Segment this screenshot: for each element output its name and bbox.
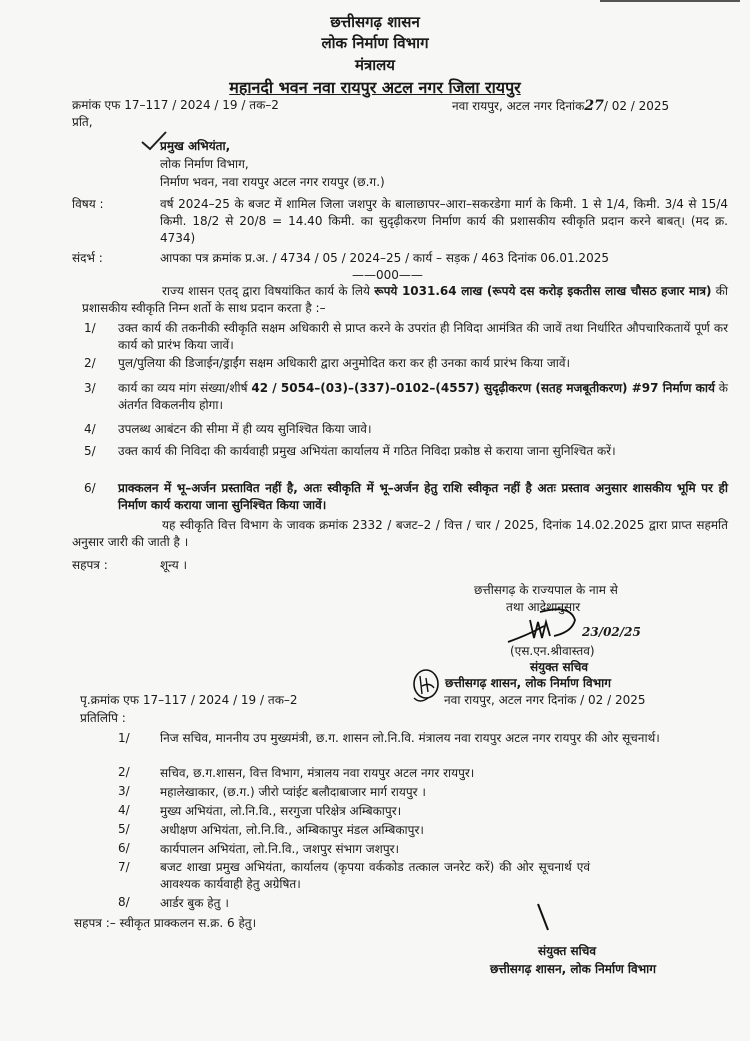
condition-number: 6/ bbox=[84, 481, 96, 495]
condition-text: प्राक्कलन में भू–अर्जन प्रस्तावित नहीं है, अतः स्वीकृति में भू–अर्जन हेतु राशि स्वीकृत नहीं है अतः प्रस्ताव अनुसार शासकीय भूमि पर ही निर्माण कार्य कराया जाना सुनिश्चित किया जावें। bbox=[118, 481, 728, 512]
condition-number: 2/ bbox=[84, 356, 96, 370]
place-date bbox=[452, 98, 669, 114]
place-date-prefix: नवा रायपुर, अटल नगर दिनांक bbox=[452, 99, 585, 113]
addressee-title: प्रमुख अभियंता, bbox=[160, 139, 231, 153]
date-suffix: / 02 / 2025 bbox=[603, 99, 670, 113]
condition-text: उपलब्ध आबंटन की सीमा में ही व्यय सुनिश्चित किया जावे। bbox=[118, 422, 372, 436]
letterhead-address-text: महानदी भवन नवा रायपुर अटल नगर जिला रायपुर bbox=[229, 78, 521, 97]
copy-number: 1/ bbox=[118, 731, 130, 745]
budget-head: 42 / 5054–(03)–(337)–0102–(4557) सुदृढ़ीकरण (सतह मजबूतीकरण) #97 निर्माण कार्य bbox=[251, 381, 715, 395]
body-intro bbox=[82, 283, 728, 317]
condition-text: पुल/पुलिया की डिजाईन/ड्राईंग सक्षम अधिकारी द्वारा अनुमोदित करा कर ही उनका कार्य प्रारंभ किया जावें। bbox=[118, 356, 571, 370]
subject-text: वर्ष 2024–25 के बजट में शामिल जिला जशपुर के बालाछापर–आरा–सकरडेगा मार्ग के किमी. 1 से 1/4, किमी. 3/4 से 15/4 किमी. 18/2 से 20/8 = 14.40 किमी. का सुदृढ़ीकरण निर्माण कार्य की प्रशासकीय स्वीकृति प्रदान करने बाबत्। (मद क्र. 4734) bbox=[160, 197, 728, 245]
authority-line2: तथा आदेशानुसार bbox=[506, 600, 581, 614]
endorsement-ref: पृ.क्रमांक एफ 17–117 / 2024 / 19 / तक–2 bbox=[80, 693, 298, 707]
signatory-department: छत्तीसगढ़ शासन, लोक निर्माण विभाग bbox=[445, 676, 612, 690]
copy-number: 6/ bbox=[118, 841, 130, 855]
signature-stroke-image bbox=[534, 900, 554, 934]
condition-text: उक्त कार्य की तकनीकी स्वीकृति सक्षम अधिकारी से प्राप्त करने के उपरांत ही निविदा आमंत्रित की जावें तथा निर्धारित औपचारिकतायें पूर्ण कर कार्य को प्रारंभ किया जावें। bbox=[118, 321, 728, 352]
endorsement-place-date: नवा रायपुर, अटल नगर दिनांक / 02 / 2025 bbox=[444, 693, 646, 707]
copy-number: 7/ bbox=[118, 860, 130, 874]
authority-line1: छत्तीसगढ़ के राज्यपाल के नाम से bbox=[474, 583, 618, 597]
enclosure-value: शून्य । bbox=[160, 558, 188, 572]
copy-recipient: निज सचिव, माननीय उप मुख्यमंत्री, छ.ग. शासन लो.नि.वि. मंत्रालय नवा रायपुर अटल नगर रायपुर की ओर सूचनार्थ। bbox=[160, 731, 660, 745]
initials-image bbox=[410, 668, 444, 704]
copy-recipient: सचिव, छ.ग.शासन, वित्त विभाग, मंत्रालय नवा रायपुर अटल नगर रायपुर। bbox=[160, 766, 475, 780]
separator: ——000—— bbox=[352, 268, 423, 282]
copy-number: 4/ bbox=[118, 803, 130, 817]
letterhead-department: लोक निर्माण विभाग bbox=[321, 34, 429, 52]
copy-recipient: महालेखाकार, (छ.ग.) जीरो प्वांईट बलौदाबाजार मार्ग रायपुर । bbox=[160, 785, 426, 799]
signature-date: 23/02/25 bbox=[582, 625, 641, 639]
copy-number: 2/ bbox=[118, 765, 130, 779]
copy-recipient: अधीक्षण अभियंता, लो.नि.वि., अम्बिकापुर मंडल अम्बिकापुर। bbox=[160, 823, 424, 837]
to-label: प्रति, bbox=[72, 115, 93, 129]
finance-note: यह स्वीकृति वित्त विभाग के जावक क्रमांक 2332 / बजट–2 / वित्त / चार / 2025, दिनांक 14.02.2025 द्वारा प्राप्त सहमति अनुसार जारी की जाती है । bbox=[72, 518, 728, 549]
reference-number: क्रमांक एफ 17–117 / 2024 / 19 / तक–2 bbox=[72, 98, 279, 112]
letterhead-government: छत्तीसगढ़ शासन bbox=[330, 13, 420, 31]
reference-text: आपका पत्र क्रमांक प्र.अ. / 4734 / 05 / 2024–25 / कार्य – सड़क / 463 दिनांक 06.01.2025 bbox=[160, 251, 609, 265]
reference-label: संदर्भ : bbox=[72, 251, 103, 265]
endorsement-enclosure: सहपत्र :– स्वीकृत प्राक्कलन स.क्र. 6 हेतु। bbox=[74, 916, 257, 930]
endorsement-designation: संयुक्त सचिव bbox=[538, 944, 597, 958]
enclosure-label: सहपत्र : bbox=[72, 558, 108, 572]
signatory-name: (एस.एन.श्रीवास्तव) bbox=[510, 644, 595, 658]
copy-recipient: आर्डर बुक हेतु । bbox=[160, 896, 229, 910]
copy-label: प्रतिलिपि : bbox=[80, 711, 126, 725]
body-intro-a: राज्य शासन एतद् द्वारा विषयांकित कार्य के लिये bbox=[162, 284, 375, 298]
condition-number: 3/ bbox=[84, 381, 96, 395]
copy-recipient: बजट शाखा प्रमुख अभियंता, कार्यालय (कृपया वर्ककोड तत्काल जनरेट करें) की ओर सूचनार्थ एवं आवश्यक कार्यवाही हेतु अग्रेषित। bbox=[160, 860, 590, 891]
letterhead-ministry: मंत्रालय bbox=[354, 56, 395, 74]
endorsement-department: छत्तीसगढ़ शासन, लोक निर्माण विभाग bbox=[490, 962, 657, 976]
condition-number: 1/ bbox=[84, 321, 96, 335]
copy-number: 5/ bbox=[118, 822, 130, 836]
condition-text: उक्त कार्य की निविदा की कार्यवाही प्रमुख अभियंता कार्यालय में गठित निविदा प्रकोष्ठ से कराया जाना सुनिश्चित करें। bbox=[118, 444, 616, 458]
copy-recipient: कार्यपालन अभियंता, लो.नि.वि., जशपुर संभाग जशपुर। bbox=[160, 842, 400, 856]
letterhead-address bbox=[0, 76, 750, 98]
handwritten-date: 27 bbox=[584, 98, 604, 114]
condition-number: 4/ bbox=[84, 422, 96, 436]
body-intro-b: की प्रशासकीय स्वीकृति निम्न शर्तो के साथ प्रदान करता है :– bbox=[82, 284, 729, 315]
subject-label: विषय : bbox=[72, 197, 104, 211]
condition-text bbox=[118, 380, 728, 414]
scan-edge-line bbox=[600, 0, 740, 2]
condition-number: 5/ bbox=[84, 444, 96, 458]
copy-number: 3/ bbox=[118, 784, 130, 798]
sanctioned-amount: रूपये 1031.64 लाख (रूपये दस करोड़ इकतीस लाख चौसठ हजार मात्र) bbox=[374, 284, 712, 298]
addressee-address: निर्माण भवन, नवा रायपुर अटल नगर रायपुर (छ.ग.) bbox=[160, 175, 385, 189]
copy-number: 8/ bbox=[118, 895, 130, 909]
addressee-dept: लोक निर्माण विभाग, bbox=[160, 157, 249, 171]
condition-text-b: के अंतर्गत विकलनीय होगा। bbox=[118, 381, 729, 412]
signatory-designation: संयुक्त सचिव bbox=[530, 660, 589, 674]
copy-recipient: मुख्य अभियंता, लो.नि.वि., सरगुजा परिक्षेत्र अम्बिकापुर। bbox=[160, 804, 402, 818]
condition-text-a: कार्य का व्यय मांग संख्या/शीर्ष bbox=[118, 381, 252, 395]
